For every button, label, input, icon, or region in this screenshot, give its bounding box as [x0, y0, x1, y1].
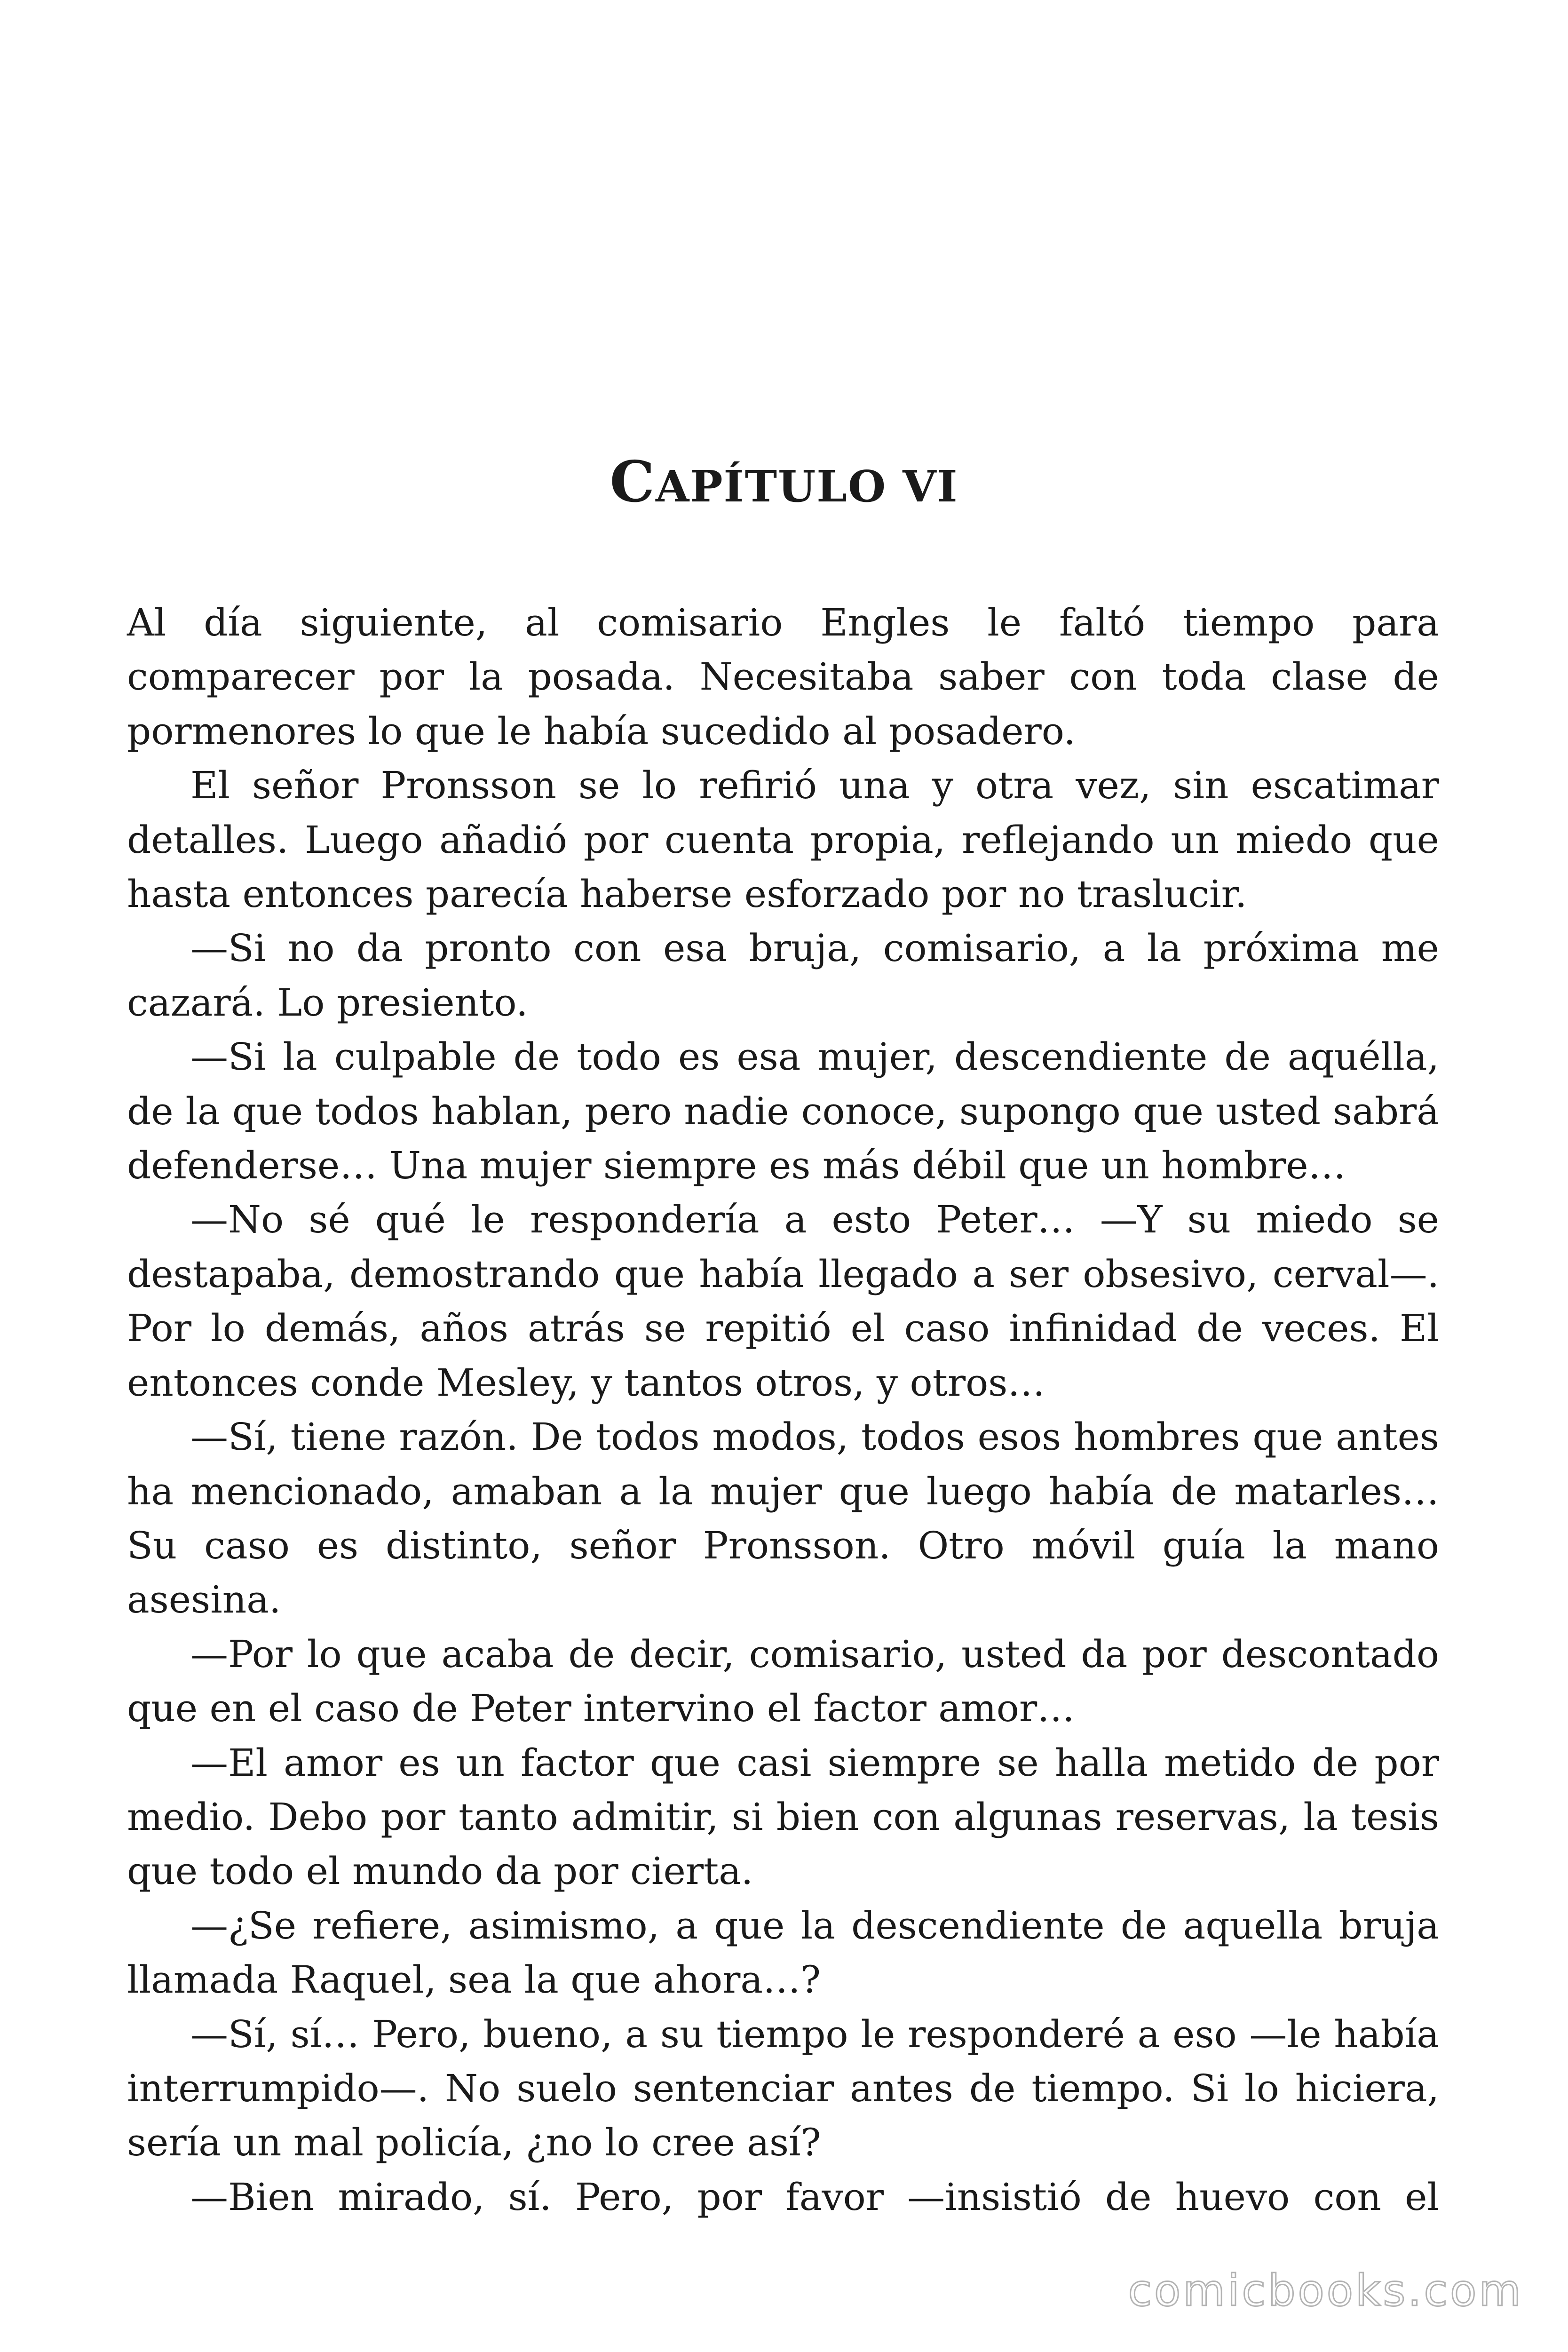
- chapter-title: [0, 447, 1568, 522]
- watermark: comicbooks.com: [1128, 2265, 1523, 2316]
- chapter-title-rest: APÍTULO VI: [655, 461, 958, 512]
- paragraph-5: —No sé qué le respondería a esto Peter… —Y su miedo se destapaba, demostrando que había llegado a ser obsesivo, cerval—. Por lo demás, años atrás se repitió el caso infinidad de veces. El entonces conde Mesley, y tantos otros, y otros…: [127, 1198, 1439, 1405]
- paragraph-2: El señor Pronsson se lo refirió una y otra vez, sin escatimar detalles. Luego añadió por cuenta propia, reflejando un miedo que hasta entonces parecía haberse esforzado por no traslucir.: [127, 763, 1439, 916]
- paragraph-11: —Bien mirado, sí. Pero, por favor —insistió de huevo con el: [190, 2175, 1439, 2219]
- paragraph-7: —Por lo que acaba de decir, comisario, usted da por descontado que en el caso de Peter intervino el factor amor…: [127, 1632, 1439, 1731]
- chapter-body: [127, 596, 1439, 2224]
- paragraph-4: —Si la culpable de todo es esa mujer, descendiente de aquélla, de la que todos hablan, pero nadie conoce, supongo que usted sabrá defenderse… Una mujer siempre es más débil que un hombre…: [127, 1035, 1439, 1188]
- paragraph-1: Al día siguiente, al comisario Engles le faltó tiempo para comparecer por la posada. Necesitaba saber con toda clase de pormenores lo que le había sucedido al posadero.: [127, 601, 1439, 753]
- paragraph-10: —Sí, sí… Pero, bueno, a su tiempo le responderé a eso —le había interrumpido—. No suelo sentenciar antes de tiempo. Si lo hiciera, sería un mal policía, ¿no lo cree así?: [127, 2012, 1439, 2165]
- chapter-title-initial: C: [610, 449, 656, 515]
- paragraph-3: —Si no da pronto con esa bruja, comisario, a la próxima me cazará. Lo presiento.: [127, 926, 1439, 1025]
- paragraph-8: —El amor es un factor que casi siempre se halla metido de por medio. Debo por tanto admitir, si bien con algunas reservas, la tesis que todo el mundo da por cierta.: [127, 1740, 1439, 1893]
- paragraph-6: —Sí, tiene razón. De todos modos, todos esos hombres que antes ha mencionado, amaban a la mujer que luego había de matarles… Su caso es distinto, señor Pronsson. Otro móvil guía la mano asesina.: [127, 1415, 1439, 1622]
- paragraph-9: —¿Se refiere, asimismo, a que la descendiente de aquella bruja llamada Raquel, sea la que ahora…?: [127, 1903, 1439, 2002]
